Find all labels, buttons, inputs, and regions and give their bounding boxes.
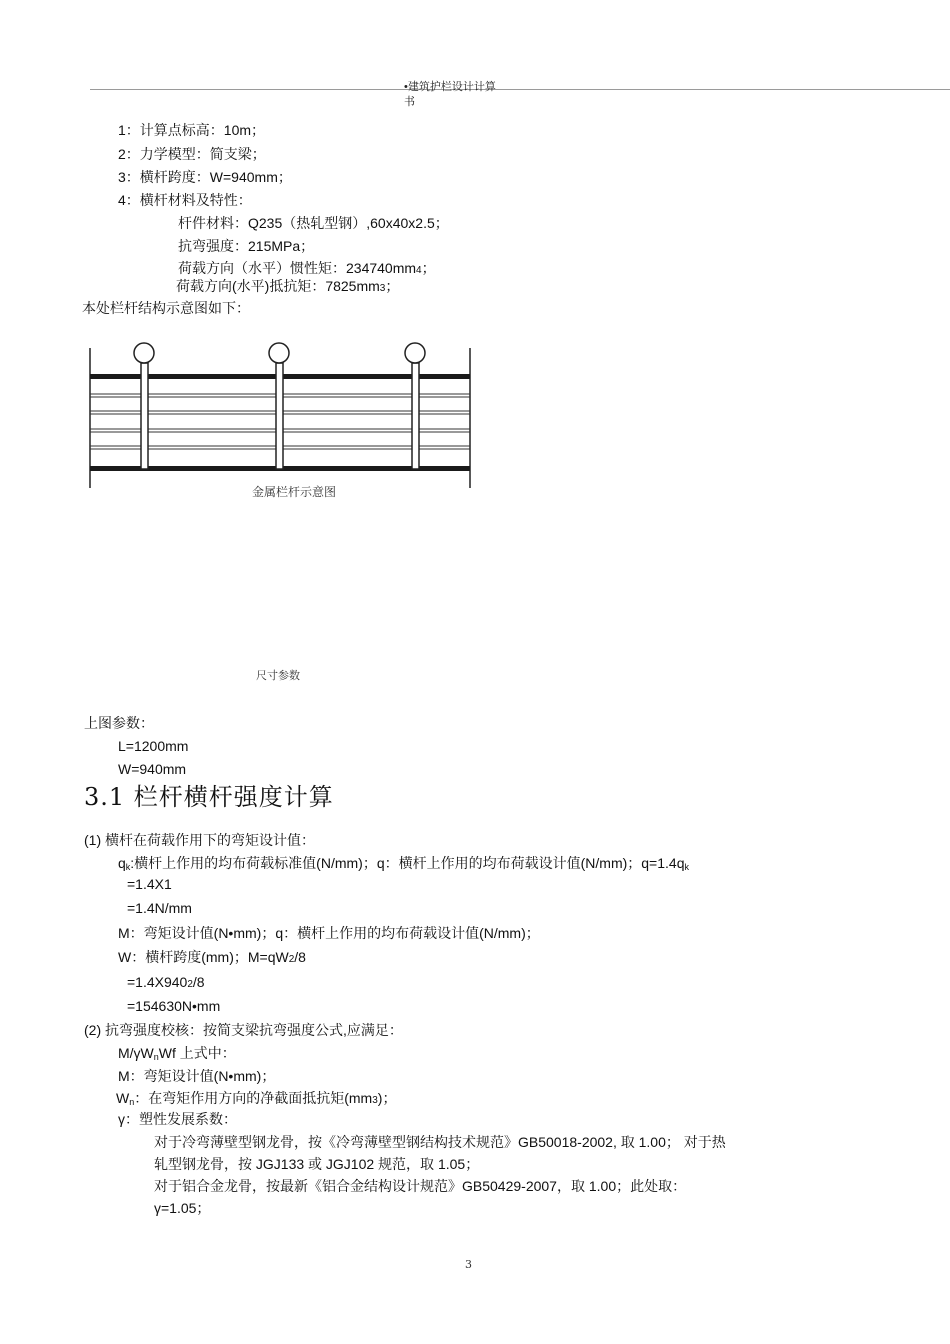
calc1-qk-definition: $q_k$:横杆上作用的均布荷载标准值(N/mm)；q：横杆上作用的均布荷载设计值(N/mm)；$q=1.4q_k$ [118,855,689,872]
calc1-eq1: =1.4X1 [127,876,172,892]
header-title-line2: 书 [404,96,415,108]
calc2-para2: 对于铝合金龙骨，按最新《铝合金结构设计规范》GB50429-2007，取 1.00；此处取： [154,1178,687,1194]
param-item-4: 4：横杆材料及特性： [118,192,252,208]
calc2-formula: $M/\gamma W_nWf$ 上式中： [118,1045,236,1062]
calc2-heading: (2) 抗弯强度校核：按简支梁抗弯强度公式,应满足： [84,1022,403,1038]
railing-post-2 [269,343,289,469]
header-rule [90,89,950,90]
railing-post-3 [405,343,425,469]
param-strength: 抗弯强度：215MPa； [178,238,315,254]
fig-param-L: L=1200mm [118,738,189,754]
fig-param-W: W=940mm [118,761,187,777]
calc2-para1-line1: 对于冷弯薄壁型钢龙骨，按《冷弯薄壁型钢结构技术规范》GB50018-2002, 取 1.00； 对于热 [154,1134,726,1150]
param-inertia: 荷载方向（水平）惯性矩：234740mm4； [178,260,436,276]
dimension-caption: 尺寸参数 [256,670,300,682]
calc2-gamma-definition: γ：塑性发展系数： [118,1111,237,1127]
railing-post-1 [134,343,154,469]
calc1-m-definition: M：弯矩设计值(N•mm)；q：横杆上作用的均布荷载设计值(N/mm)； [118,925,540,941]
header-title-line1: •建筑护栏设计计算 [404,81,496,93]
calc2-wn-definition: $W_n$：在弯矩作用方向的净截面抵抗矩(mm3)； [116,1090,397,1107]
calc2-gamma-value: γ=1.05； [154,1200,211,1216]
calc1-eq2: =1.4N/mm [127,900,192,916]
figure-intro: 本处栏杆结构示意图如下： [82,300,250,316]
calc2-para1-line2: 轧型钢龙骨，按 JGJ133 或 JGJ102 规范，取 1.05； [154,1156,480,1172]
calc1-eq3: =1.4X9402/8 [127,974,205,990]
calc2-m-definition: M：弯矩设计值(N•mm)； [118,1068,276,1084]
calc1-eq4: =154630N•mm [127,998,221,1014]
param-modulus: 荷载方向(水平)抵抗矩：7825mm3； [176,278,400,294]
railing-diagram [86,338,478,508]
calc1-w-definition: W：横杆跨度(mm)；M=qW2/8 [118,949,306,965]
param-material: 杆件材料：Q235（热轧型钢）,60x40x2.5； [178,215,449,231]
page-number: 3 [465,1258,472,1271]
fig-params-label: 上图参数： [84,715,154,731]
figure-caption: 金属栏杆示意图 [252,485,337,499]
param-item-3: 3：横杆跨度：W=940mm； [118,169,292,185]
calc1-heading: (1) 横杆在荷载作用下的弯矩设计值： [84,832,315,848]
section-title: 3.1 栏杆横杆强度计算 [84,783,334,811]
param-item-1: 1：计算点标高：10m； [118,122,266,138]
param-item-2: 2：力学模型：简支梁； [118,146,266,162]
